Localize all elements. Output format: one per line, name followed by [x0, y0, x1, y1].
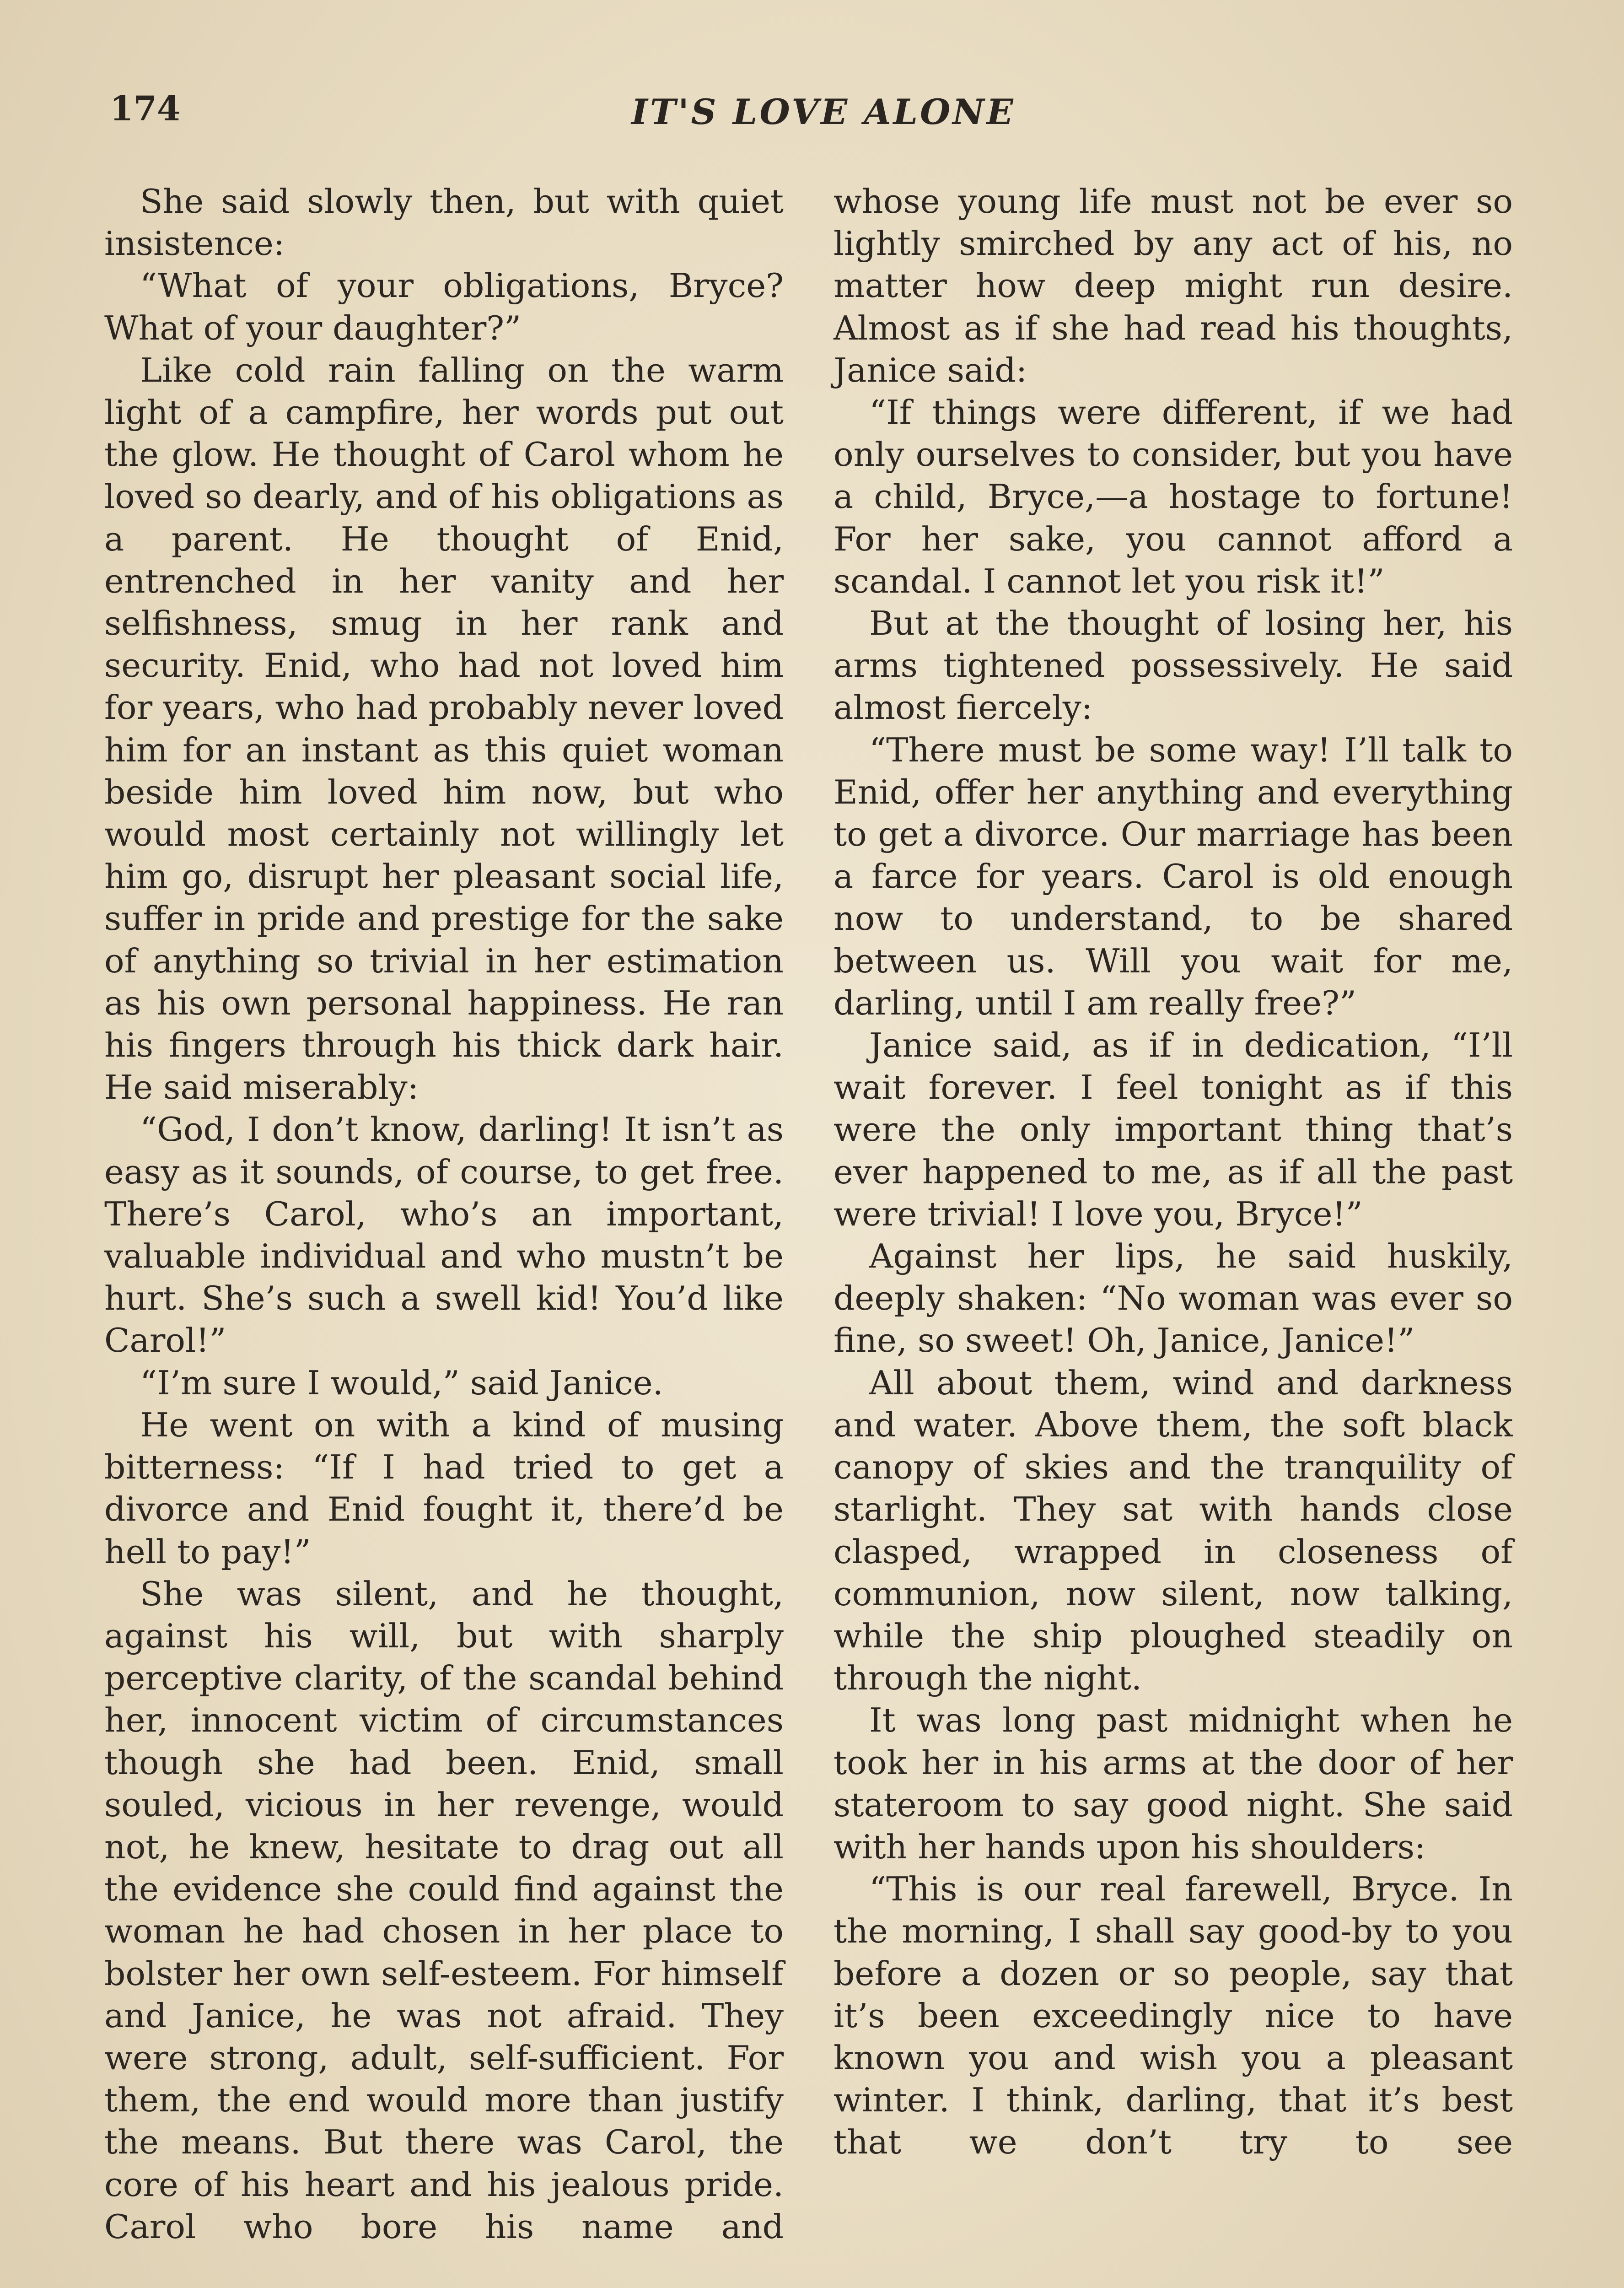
paragraph: He went on with a kind of musing bitterness: “If I had tried to get a divorce and Enid fought it, there’d be hell to pay!” — [104, 1406, 784, 1571]
paragraph: Like cold rain falling on the warm light of a campfire, her words put out the glow. He thought of Carol whom he loved so dearly, and of his obligations as a parent. He thought of Enid, entrenched in her vanity and her selfishness, smug in her rank and security. Enid, who had not loved him for years, who had probably never loved him for an instant as this quiet woman beside him loved him now, but who would most certainly not willingly let him go, disrupt her pleasant social life, suffer in pride and prestige for the sake of anything so trivial in her estimation as his own personal happiness. He ran his fingers through his thick dark hair. He said miserably: — [104, 351, 784, 1107]
page-number: 174 — [110, 89, 181, 129]
paragraph: Janice said, as if in dedication, “I’ll wait forever. I feel tonight as if this were the only important thing that’s ever happened to me, as if all the past were trivial! I love you, Bryce!” — [834, 1026, 1513, 1234]
running-title: IT'S LOVE ALONE — [631, 92, 1016, 132]
paragraph: She said slowly then, but with quiet insistence: — [104, 183, 784, 264]
paragraph: “If things were different, if we had only ourselves to consider, but you have a child, Bryce,—a hostage to fortune! For her sake, you cannot afford a scandal. I cannot let you risk it!” — [834, 394, 1513, 601]
running-head — [0, 0, 1624, 151]
paragraph: She was silent, and he thought, against his will, but with sharply perceptive clarity, of the scandal behind her, innocent victim of circumstances though she had been. Enid, small souled, vicious in her revenge, would not, he knew, hesitate to drag out all the evidence she could find against the woman he had chosen in her place to bolster her own self-esteem. For himself and Janice, he was not afraid. They were strong, adult, self-sufficient. For them, the end would more than justify the means. But there was Carol, the core of his heart and his jealous pride. Carol who bore his name and — [104, 1575, 784, 2246]
paragraph: Against her lips, he said huskily, deeply shaken: “No woman was ever so fine, so sweet! Oh, Janice, Janice!” — [834, 1237, 1513, 1360]
paragraph-continued: whose young life must not be ever so lightly smirched by any act of his, no matter how deep might run desire. Almost as if she had read his thoughts, Janice said: — [834, 183, 1513, 390]
paragraph: All about them, wind and darkness and water. Above them, the soft black canopy of skies and the tranquility of starlight. They sat with hands close clasped, wrapped in closeness of communion, now silent, now talking, while the ship ploughed steadily on through the night. — [834, 1364, 1513, 1698]
paragraph: “What of your obligations, Bryce? What of your daughter?” — [104, 267, 784, 348]
text-column-right — [834, 181, 1513, 2164]
paragraph: It was long past midnight when he took her in his arms at the door of her stateroom to say good night. She said with her hands upon his shoulders: — [834, 1701, 1513, 1867]
paragraph: “There must be some way! I’ll talk to Enid, offer her anything and everything to get a divorce. Our marriage has been a farce for years. Carol is old enough now to understand, to be shared between us. Will you wait for me, darling, until I am really free?” — [834, 731, 1513, 1023]
text-column-left — [104, 181, 784, 2248]
paragraph: “This is our real farewell, Bryce. In the morning, I shall say good-by to you before a dozen or so people, say that it’s been exceedingly nice to have known you and wish you a pleasant winter. I think, darling, that it’s best that we don’t try to see — [834, 1870, 1513, 2162]
paragraph: “God, I don’t know, darling! It isn’t as easy as it sounds, of course, to get free. There’s Carol, who’s an important, valuable individual and who mustn’t be hurt. She’s such a swell kid! You’d like Carol!” — [104, 1111, 784, 1360]
paragraph: But at the thought of losing her, his arms tightened possessively. He said almost fiercely: — [834, 604, 1513, 728]
paragraph: “I’m sure I would,” said Janice. — [140, 1364, 663, 1403]
